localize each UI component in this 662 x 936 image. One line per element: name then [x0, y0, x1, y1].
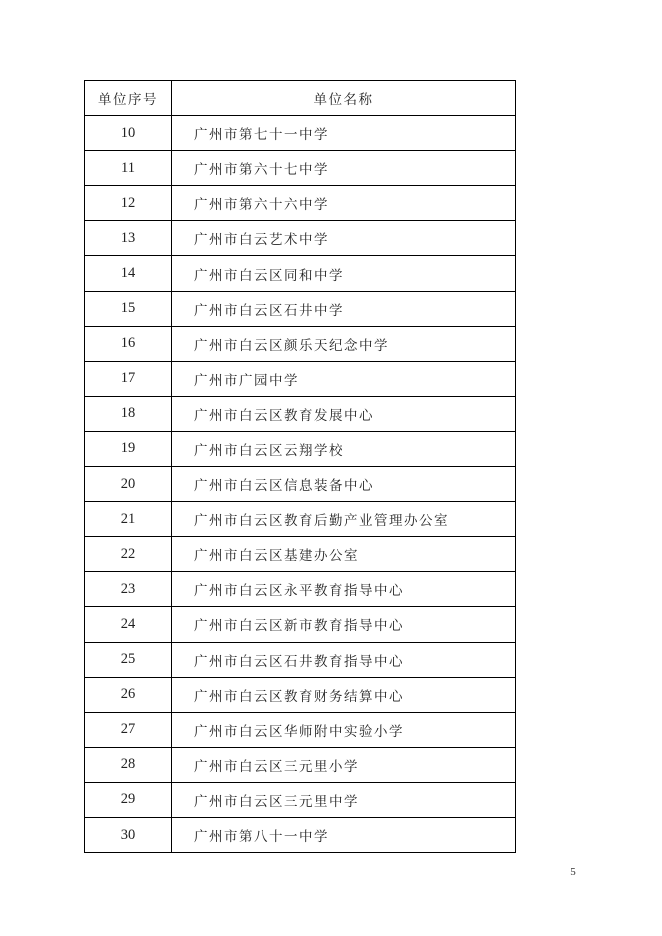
unit-name-cell: 广州市白云区教育财务结算中心 [172, 677, 516, 712]
table-row [85, 396, 516, 431]
unit-name-cell: 广州市第六十七中学 [172, 151, 516, 186]
unit-number-cell: 22 [85, 537, 172, 572]
unit-name-cell: 广州市白云区三元里小学 [172, 747, 516, 782]
unit-name-cell: 广州市白云区新市教育指导中心 [172, 607, 516, 642]
unit-number-cell: 19 [85, 431, 172, 466]
unit-name-cell: 广州市白云区永平教育指导中心 [172, 572, 516, 607]
table-row [85, 116, 516, 151]
table-row [85, 361, 516, 396]
unit-name-cell: 广州市白云区云翔学校 [172, 431, 516, 466]
unit-number-cell: 15 [85, 291, 172, 326]
unit-number-cell: 14 [85, 256, 172, 291]
unit-name-cell: 广州市白云区教育后勤产业管理办公室 [172, 502, 516, 537]
table-row [85, 256, 516, 291]
unit-name-cell: 广州市白云区颜乐天纪念中学 [172, 326, 516, 361]
unit-number-cell: 10 [85, 116, 172, 151]
unit-name-cell: 广州市第八十一中学 [172, 817, 516, 852]
unit-number-cell: 17 [85, 361, 172, 396]
table-row [85, 747, 516, 782]
unit-name-cell: 广州市白云艺术中学 [172, 221, 516, 256]
table-row [85, 151, 516, 186]
table-row [85, 712, 516, 747]
unit-number-cell: 24 [85, 607, 172, 642]
unit-name-cell: 广州市白云区华师附中实验小学 [172, 712, 516, 747]
header-unit-name: 单位名称 [172, 81, 516, 116]
page-number: 5 [570, 866, 576, 878]
unit-name-cell: 广州市白云区教育发展中心 [172, 396, 516, 431]
unit-number-cell: 11 [85, 151, 172, 186]
unit-number-cell: 18 [85, 396, 172, 431]
table-row [85, 572, 516, 607]
header-unit-number: 单位序号 [85, 81, 172, 116]
unit-name-cell: 广州市白云区同和中学 [172, 256, 516, 291]
unit-number-cell: 25 [85, 642, 172, 677]
unit-name-cell: 广州市白云区基建办公室 [172, 537, 516, 572]
unit-name-cell: 广州市白云区三元里中学 [172, 782, 516, 817]
table-row [85, 431, 516, 466]
table-row [85, 291, 516, 326]
unit-number-cell: 23 [85, 572, 172, 607]
table-header [85, 81, 516, 116]
table-row [85, 537, 516, 572]
header-row [85, 81, 516, 116]
unit-number-cell: 28 [85, 747, 172, 782]
unit-number-cell: 16 [85, 326, 172, 361]
table-row [85, 607, 516, 642]
table-row [85, 782, 516, 817]
table-row [85, 326, 516, 361]
unit-name-cell: 广州市广园中学 [172, 361, 516, 396]
unit-name-cell: 广州市白云区石井中学 [172, 291, 516, 326]
unit-number-cell: 21 [85, 502, 172, 537]
unit-number-cell: 30 [85, 817, 172, 852]
table-row [85, 221, 516, 256]
table-row [85, 817, 516, 852]
unit-list-table [84, 80, 516, 853]
unit-name-cell: 广州市第七十一中学 [172, 116, 516, 151]
unit-name-cell: 广州市第六十六中学 [172, 186, 516, 221]
unit-name-cell: 广州市白云区信息装备中心 [172, 467, 516, 502]
unit-number-cell: 29 [85, 782, 172, 817]
table-body [85, 116, 516, 853]
unit-number-cell: 26 [85, 677, 172, 712]
unit-number-cell: 13 [85, 221, 172, 256]
table-row [85, 467, 516, 502]
table-row [85, 502, 516, 537]
table-row [85, 642, 516, 677]
table-row [85, 677, 516, 712]
unit-number-cell: 20 [85, 467, 172, 502]
table-row [85, 186, 516, 221]
unit-number-cell: 12 [85, 186, 172, 221]
unit-number-cell: 27 [85, 712, 172, 747]
unit-name-cell: 广州市白云区石井教育指导中心 [172, 642, 516, 677]
